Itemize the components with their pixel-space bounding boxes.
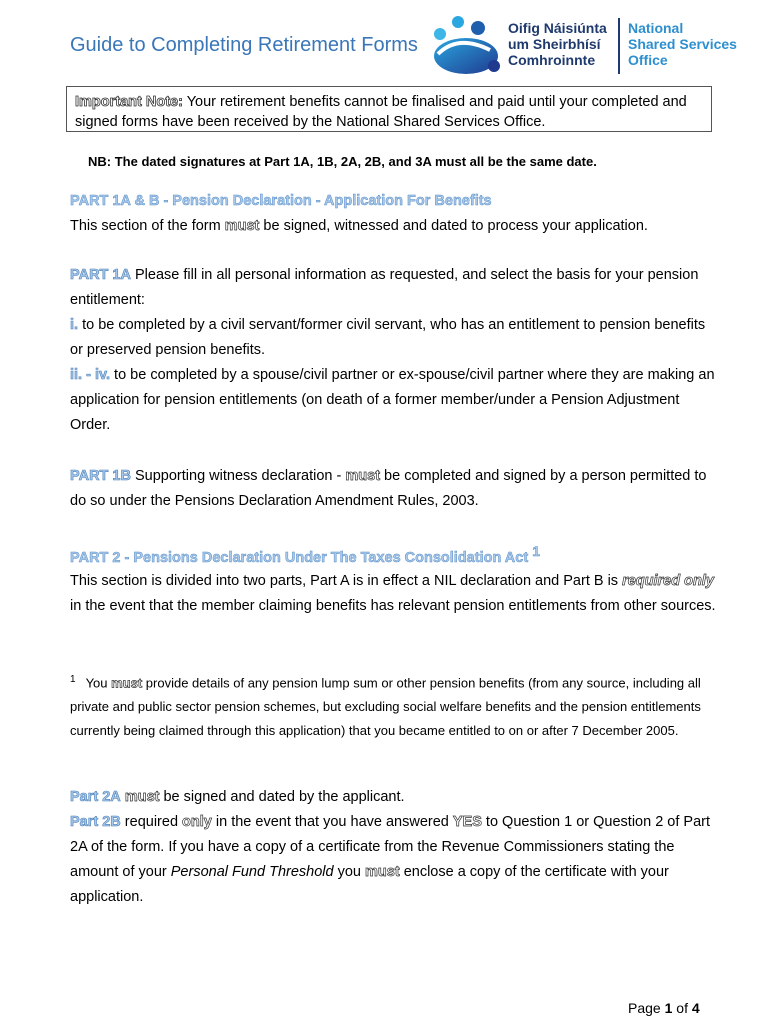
part2-text: This section is divided into two parts, Part A is in effect a NIL declaration and Part B is required only in the event that the member claiming benefits has relevant pension entitlements from other sources. bbox=[70, 573, 716, 614]
footnote-marker: 1 bbox=[70, 674, 76, 685]
item-ii-iv-label: ii. - iv. bbox=[70, 367, 111, 383]
part2b-label: Part 2B bbox=[70, 814, 121, 830]
part1a-section: PART 1A Please fill in all personal information as requested, and select the basis for your pension entitlement: i. to be completed by a civil servant/former civil servant, who has an entitlement to pension benefits or preserved pension benefits. ii. - iv. to be completed by a spouse/civil partner or ex-spouse/civil partner where they are making an application for pension entitlements (on death of a former member/under a Pension Adjustment Order. bbox=[70, 267, 715, 433]
part1b-section: PART 1B Supporting witness declaration - must be completed and signed by a person permitted to do so under the Pensions Declaration Amendment Rules, 2003. bbox=[70, 468, 707, 509]
nb-signature-note: NB: The dated signatures at Part 1A, 1B, 2A, 2B, and 3A must all be the same date. bbox=[88, 154, 597, 169]
nsso-logo bbox=[428, 14, 748, 80]
page-title: Guide to Completing Retirement Forms bbox=[70, 34, 418, 56]
part2ab-section: Part 2A must be signed and dated by the applicant. Part 2B required only in the event that you have answered YES to Question 1 or Question 2 of Part 2A of the form. If you have a copy of a certificate from the Revenue Commissioners stating the amount of your Personal Fund Threshold you must enclose a copy of the certificate with your application. bbox=[70, 789, 711, 905]
logo-text-english: National Shared Services Office bbox=[628, 20, 737, 68]
page-number: Page 1 of 4 bbox=[628, 1000, 700, 1016]
part1a-label: PART 1A bbox=[70, 267, 131, 283]
item-i-label: i. bbox=[70, 317, 79, 333]
important-note-label: Important Note: bbox=[75, 94, 183, 110]
important-note-text: Your retirement benefits cannot be finalised and paid until your completed and signed forms have been received by the National Shared Services Office. bbox=[75, 94, 687, 130]
logo-divider bbox=[618, 18, 620, 74]
part2-heading: PART 2 - Pensions Declaration Under The Taxes Consolidation Act 1 bbox=[70, 543, 540, 566]
part2a-label: Part 2A bbox=[70, 789, 121, 805]
important-note-box bbox=[66, 86, 712, 132]
part1b-label: PART 1B bbox=[70, 468, 131, 484]
logo-mark-icon bbox=[428, 14, 502, 80]
footnote: $^1$ You must provide details of any pension lump sum or other pension benefits (from any source, including all private and public sector pension schemes, but excluding social welfare benefits and the pension entitlements currently being claimed through this application) that you became entitled to on or after 7 December 2005. bbox=[70, 674, 701, 739]
logo-text-irish: Oifig Náisiúnta um Sheirbhísí Comhroinnte bbox=[508, 20, 607, 68]
part1ab-heading: PART 1A & B - Pension Declaration - Application For Benefits bbox=[70, 193, 492, 209]
part1ab-text: This section of the form must be signed, witnessed and dated to process your application. bbox=[70, 218, 648, 234]
